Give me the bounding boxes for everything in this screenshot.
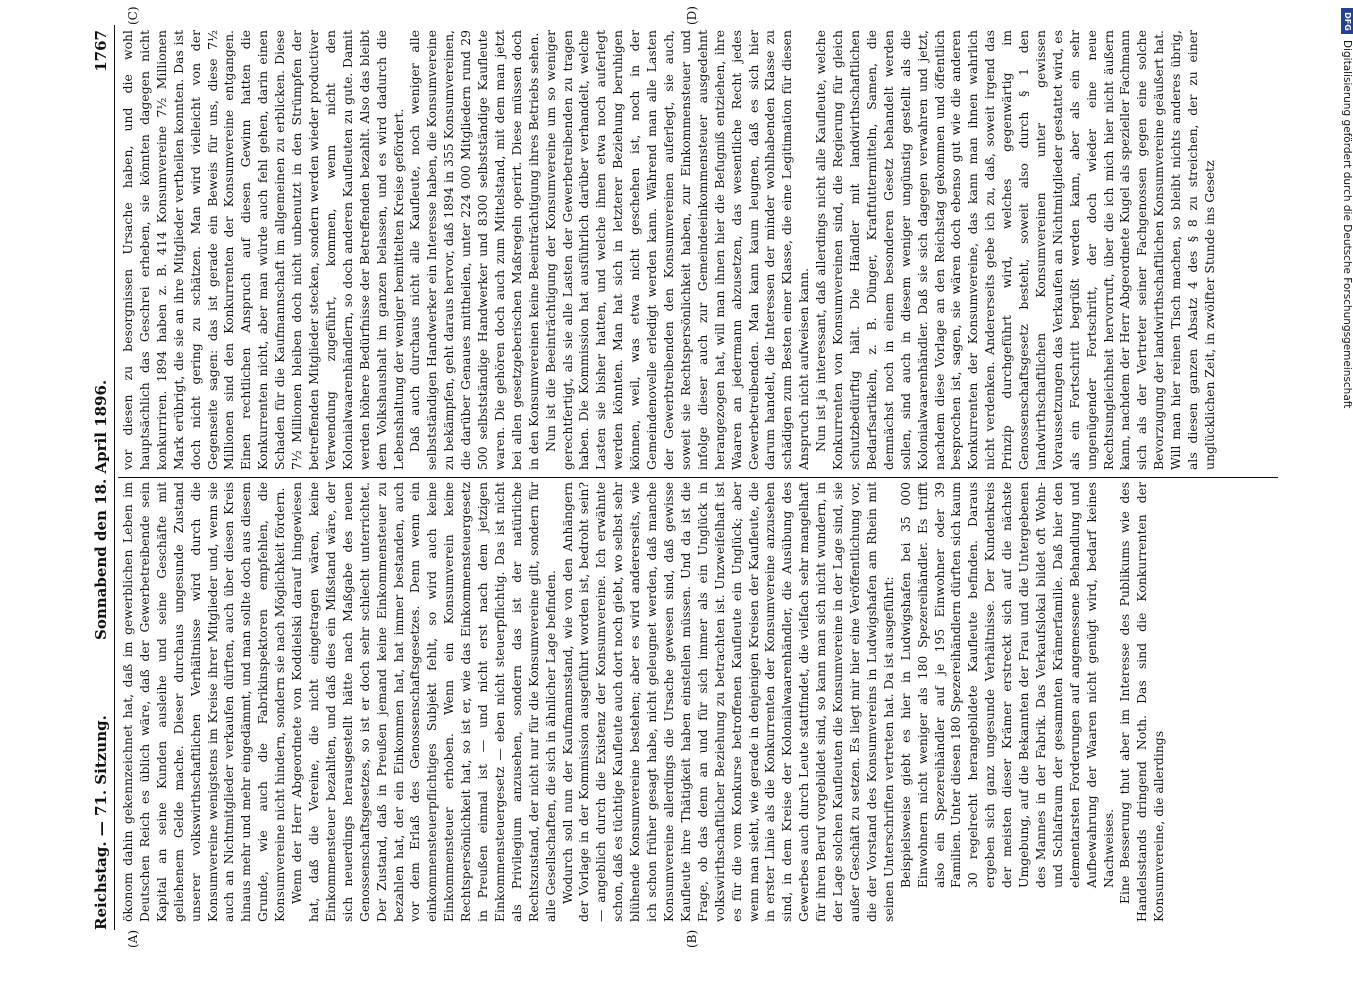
header-left: Reichstag. — 71. Sitzung. [92,715,110,930]
header-date: Sonnabend den 18. April 1896. [92,379,110,640]
paragraph: Daß auch durchaus nicht alle Kaufleute, noch weniger alle selbstständigen Handwerker ein Interesse haben, die Konsumvereine zu bekämpfen, geht daraus hervor, daß 1894 in 355 Konsumvereinen, die darüber Genaues mittheilen, unter 224 000 Mitgliedern rund 29 500 selbstständige Handwerker und 8300 selbstständige Kaufleute waren. Die gehören doch auch zum Mittelstand, mit dem man jetzt bei allen gesetzgeberischen Maßregeln operirt. Diese müssen doch in den Konsumvereinen keine Beeinträchtigung ihres Betriebs sehen. [407,30,541,470]
paragraph: Wenn der Herr Abgeordnete von Koddielski darauf hingewiesen hat, daß die Vereine, die nicht eingetragen wären, keine Einkommensteuer bezahlten, und daß dies ein Mißstand wäre, der sich neuerdings herausgestellt hätte nach Maßgabe des neuen Genossenschaftsgesetzes, so ist er doch sehr schlecht unterrichtet. Der Zustand, daß in Preußen jemand keine Einkommensteuer zu bezahlen hat, der ein Einkommen hat, hat immer bestanden, auch vor dem Erlaß des Genossenschaftsgesetzes. Denn wenn ein einkommensteuerpflichtiges Subjekt fehlt, so wird auch keine Einkommensteuer erhoben. Wenn ein Konsumverein keine Rechtspersönlichkeit hat, so ist er, wie das Einkommensteuergesetz in Preußen einmal ist — und nicht erst nach dem jetzigen Einkommensteuergesetz — eben nicht steuerpflichtig. Das ist nicht als Privilegium anzusehen, sondern das ist der natürliche Rechtszustand, der nicht nur für die Konsumvereine gilt, sondern für alle Gesellschaften, die sich in ähnlicher Lage befinden. [289,482,558,922]
header-rule [114,25,115,930]
paragraph: vor diesen zu besorgnissen Ursache haben, und die wohl hauptsächlich das Geschrei erheben, sie könnten dagegen nicht konkurriren. 1894 haben z. B. 414 Konsumvereine 7½ Millionen Mark erübrigt, die sie an ihre Mitglieder vertheilen konnten. Das ist doch nicht gering zu schätzen. Man wird vielleicht von der Gegenseite sagen: das ist gerade ein Beweis für uns, diese 7½ Millionen sind den Konkurrenten der Konsumvereine entgangen. Einen rechtlichen Anspruch auf diesen Gewinn hatten die Konkurrenten nicht, aber man würde auch fehl gehen, darin einen Schaden für die Kaufmannschaft im allgemeinen zu erblicken. Diese 7½ Millionen bleiben doch nicht unbenutzt in den Strümpfen der betreffenden Mitglieder stecken, sondern werden wieder productiver Verwendung zugeführt, kommen, wenn nicht den Kolonialwaarenhändlern, so doch anderen Kaufleuten zu gute. Damit werden höhere Bedürfnisse der Betreffenden bezahlt. Also das bleibt dem Volkshaushalt im ganzen belassen, und es wird dadurch die Lebenshaltung der weniger bemittelten Kreise gefördert. [120,30,406,470]
margin-marker-b: (B) [685,929,699,948]
digitization-note: Digitalisierung gefördert durch die Deutsche Forschungsgemeinschaft [1341,40,1353,409]
right-column [120,30,1270,470]
paragraph: Eine Besserung thut aber im Interesse des Publikums wie des Handelsstands dringend Noth. Das sind die Konkurrenten der Konsumvereine, die allerdings [1117,482,1167,922]
quotation: Beispielsweise giebt es hier in Ludwigshafen bei 35 000 Einwohnern nicht weniger als 180 Spezereihändler. Es trifft also ein Spezereihändler auf je 195 Einwohner oder 39 Familien. Unter diesen 180 Spezereihändlern dürften sich kaum 30 regelrecht herangebildete Kaufleute befinden. Daraus ergeben sich ganz ungesunde Verhältnisse. Der Kundenkreis der meisten dieser Krämer erstreckt sich auf die nächste Umgebung, auf die Bekannten der Frau und die Untergebenen des Mannes in der Fabrik. Das Verkaufslokal bildet oft Wohn- und Schlafraum der gesammten Krämerfamilie. Daß hier den elementarsten Forderungen auf angemessene Behandlung und Aufbewahrung der Waaren nicht genügt wird, bedarf keines Nachweises. [897,482,1116,888]
page-number: 1767 [92,30,110,72]
running-head [92,30,112,930]
margin-marker-d: (D) [685,6,699,25]
margin-marker-a: (A) [126,929,140,948]
paragraph: ökonom dahin gekennzeichnet hat, daß im gewerblichen Leben im Deutschen Reich es üblich wäre, daß der Gewerbetreibende sein Kapital an seine Kunden ausleihe und seine Geschäfte mit geliehenem Gelde mache. Dieser durchaus ungesunde Zustand unserer volkswirthschaftlichen Verhältnisse wird durch die Konsumvereine wenigstens im Kreise ihrer Mitglieder und, wenn sie auch an Nichtmitglieder verkaufen dürften, auch über diesen Kreis hinaus mehr und mehr eingedämmt, und man sollte doch aus diesem Grunde, wie auch die Fabrikinspektoren empfehlen, die Konsumvereine nicht hindern, sondern sie nach Möglichkeit fördern. [120,482,288,922]
paragraph: Wodurch soll nun der Kaufmannsstand, wie von den Anhängern der Vorlage in der Kommission ausgeführt worden ist, bedroht sein? — angeblich durch die Existenz der Konsumvereine. Ich erwähnte schon, daß es tüchtige Kaufleute auch dort noch giebt, wo selbst sehr blühende Konsumvereine bestehen; aber es wird andererseits, wie ich schon früher gesagt habe, nicht geleugnet werden, daß manche Konsumvereine allerdings die Ursache gewesen sind, daß gewisse Kaufleute ihre Thätigkeit haben einstellen müssen. Und da ist die Frage, ob das denn an und für sich immer als ein Unglück in volkswirthschaftlicher Beziehung zu betrachten ist. Unzweifelhaft ist es für die vom Konkurse betroffenen Kaufleute ein Unglück; aber wenn man sieht, wie gerade in denjenigen Kreisen der Kaufleute, die in erster Linie als die Konkurrenten der Konsumvereine anzusehen sind, in dem Kreise der Kolonialwaarenhändler, die Ausübung des Gewerbes auch durch Leute stattfindet, die vielfach sehr mangelhaft für ihren Beruf vorgebildet sind, so kann man sich nicht wundern, in der Lage solchen Kaufleuten die Konsumvereine in der Lage sind, sie außer Geschäft zu setzen. Es liegt mir hier eine Veröffentlichung vor, die der Vorstand des Konsumvereins in Ludwigshafen am Rhein mit seinen Unterschriften vertreten hat. Da ist ausgeführt: [559,482,896,922]
left-column [120,482,1270,922]
paragraph: Nun ist die Beeinträchtigung der Konsumvereine um so weniger gerechtfertigt, als sie alle Lasten der Gewerbetreibenden zu tragen haben. Die Kommission hat ausführlich darüber verhandelt, welche Lasten sie bisher hatten, und welche ihnen etwa noch auferlegt werden könnten. Man hat sich in letzterer Beziehung beruhigen können, weil, was etwa nicht geschehen ist, noch in der Gemeindenovelle erledigt werden kann. Während man alle Lasten der Gewerbtreibenden den Konsumvereinen auferlegt, sie auch, soweit sie Rechtspersönlichkeit haben, zur Einkommensteuer und infolge dieser auch zur Gemeindeeinkommensteuer ausgedehnt herangezogen hat, will man ihnen hier die Befugniß entziehen, ihre Waaren an jedermann abzusetzen, das wesentliche Recht jedes Gewerbetreibenden. Man kann kaum leugnen, daß es sich hier darum handelt, die Interessen der minder wohlhabenden Klasse zu schädigen zum Besten einer Klasse, die eine Legitimation für diesen Anspruch nicht aufweisen kann. [542,30,812,470]
margin-marker-c: (C) [126,6,140,25]
column-divider [118,477,1278,478]
paragraph: Nun ist ja interessant, daß allerdings nicht alle Kaufleute, welche Konkurrenten von Konsumvereinen sind, die Regierung für gleich schutzbedürftig hält. Die Händler mit landwirthschaftlichen Bedarfsartikeln, z. B. Dünger, Kraftfuttermitteln, Samen, die demnächst noch in einem besonderen Gesetz behandelt werden sollen, sind auch in diesem weniger ungünstig gestellt als die Kolonialwaarenhändler. Daß sie sich dagegen verwahren und jetzt, nachdem diese Vorlage an den Reichstag gekommen und öffentlich besprochen ist, sagen, sie wären doch ebenso gut wie die anderen Konkurrenten der Konsumvereine, das kann man ihnen wahrlich nicht verdenken. Andererseits gebe ich zu, daß, soweit irgend das Prinzip durchgeführt wird, welches gegenwärtig im Genossenschaftsgesetz besteht, soweit also durch § 1 den landwirthschaftlichen Konsumvereinen unter gewissen Voraussetzungen das Verkaufen an Nichtmitglieder gestattet wird, es als ein Fortschritt begrüßt werden kann, aber als ein sehr ungenügender Fortschritt, der doch wieder eine neue Rechtsungleichheit hervorruft, über die ich mich hier nicht äußern kann, nachdem der Herr Abgeordnete Kugel als spezieller Fachmann sich als der Vertreter seiner Fachgenossen gegen eine solche Bevorzugung der landwirthschaftlichen Konsumvereine geäußert hat. Will man hier reinen Tisch machen, so bleibt nichts anderes übrig, als diesen ganzen Absatz 4 des § 8 zu streichen, der zu einer unglücklichen Zeit, in zwölfter Stunde ins Gesetz [813,30,1217,470]
dfg-logo: DFG [1341,8,1353,34]
